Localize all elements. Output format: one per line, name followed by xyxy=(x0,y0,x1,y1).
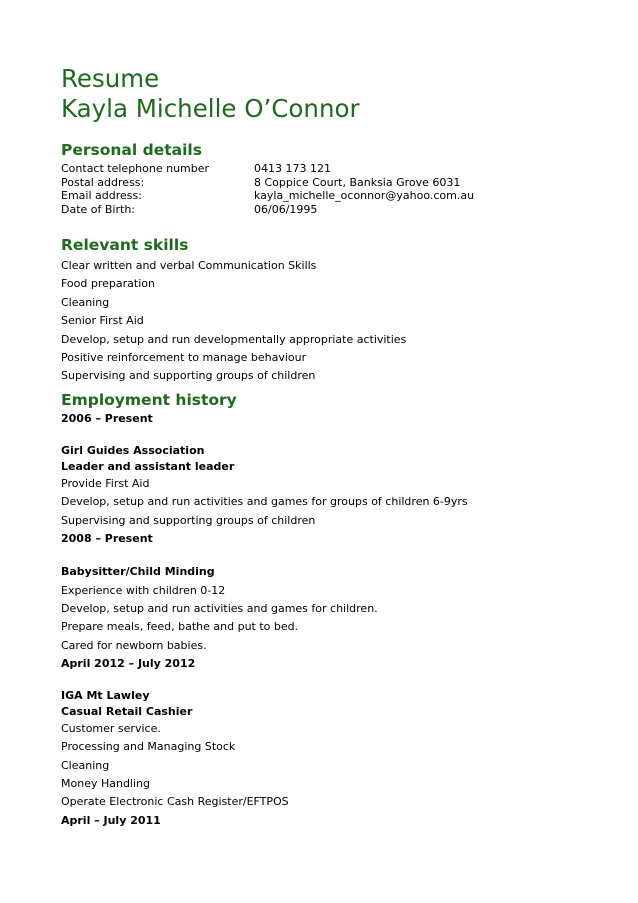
personal-value: 06/06/1995 xyxy=(254,202,318,216)
resume-title: Resume xyxy=(61,64,160,93)
job-duty: Money Handling xyxy=(61,777,150,790)
personal-row xyxy=(61,203,601,217)
personal-row xyxy=(61,176,601,190)
job-period: April – July 2011 xyxy=(61,813,161,827)
job-duty: Provide First Aid xyxy=(61,477,150,491)
job-duty: Experience with children 0-12 xyxy=(61,583,226,597)
candidate-name: Kayla Michelle O’Connor xyxy=(61,94,360,123)
job-duty: Prepare meals, feed, bathe and put to bed. xyxy=(61,620,299,634)
skill-item: Supervising and supporting groups of children xyxy=(61,369,316,383)
job-organisation: IGA Mt Lawley xyxy=(61,689,150,703)
job-role: Leader and assistant leader xyxy=(61,460,235,474)
personal-details-heading: Personal details xyxy=(61,141,202,159)
job-period: 2006 – Present xyxy=(61,411,153,425)
personal-label: Postal address: xyxy=(61,175,145,189)
spacer xyxy=(61,673,601,688)
personal-label: Date of Birth: xyxy=(61,202,136,216)
job-organisation: Babysitter/Child Minding xyxy=(61,565,215,579)
skills-list xyxy=(61,257,601,386)
job-duty: Operate Electronic Cash Register/EFTPOS xyxy=(61,795,289,809)
personal-label: Email address: xyxy=(61,189,142,202)
employment-history-heading: Employment history xyxy=(61,390,237,409)
job-organisation: Girl Guides Association xyxy=(61,444,205,458)
personal-value: 8 Coppice Court, Banksia Grove 6031 xyxy=(254,175,461,189)
job-role: Casual Retail Cashier xyxy=(61,705,193,719)
spacer xyxy=(61,428,601,443)
relevant-skills-heading: Relevant skills xyxy=(61,236,189,254)
personal-value: 0413 173 121 xyxy=(254,162,331,175)
personal-row xyxy=(61,189,601,203)
personal-row xyxy=(61,162,601,176)
job-period: 2008 – Present xyxy=(61,532,153,546)
skill-item: Positive reinforcement to manage behaviour xyxy=(61,351,307,365)
job-duty: Cared for newborn babies. xyxy=(61,638,207,652)
resume-page xyxy=(61,64,601,830)
skill-item: Develop, setup and run developmentally appropriate activities xyxy=(61,332,407,346)
job-duty: Supervising and supporting groups of children xyxy=(61,513,316,527)
personal-label: Contact telephone number xyxy=(61,162,210,175)
skill-item: Senior First Aid xyxy=(61,314,144,328)
skill-item: Food preparation xyxy=(61,277,155,291)
job-duty: Customer service. xyxy=(61,722,161,736)
job-duty: Develop, setup and run activities and games for children. xyxy=(61,601,378,615)
job-duty: Processing and Managing Stock xyxy=(61,740,236,754)
skill-item: Clear written and verbal Communication Skills xyxy=(61,259,317,272)
job-duty: Cleaning xyxy=(61,758,110,772)
job-duty: Develop, setup and run activities and games for groups of children 6-9yrs xyxy=(61,495,468,509)
personal-value: kayla_michelle_oconnor@yahoo.com.au xyxy=(254,189,475,202)
job-period: April 2012 – July 2012 xyxy=(61,656,196,670)
spacer xyxy=(61,548,601,563)
skill-item: Cleaning xyxy=(61,295,110,309)
personal-details-table xyxy=(61,162,601,216)
employment-list xyxy=(61,410,601,830)
